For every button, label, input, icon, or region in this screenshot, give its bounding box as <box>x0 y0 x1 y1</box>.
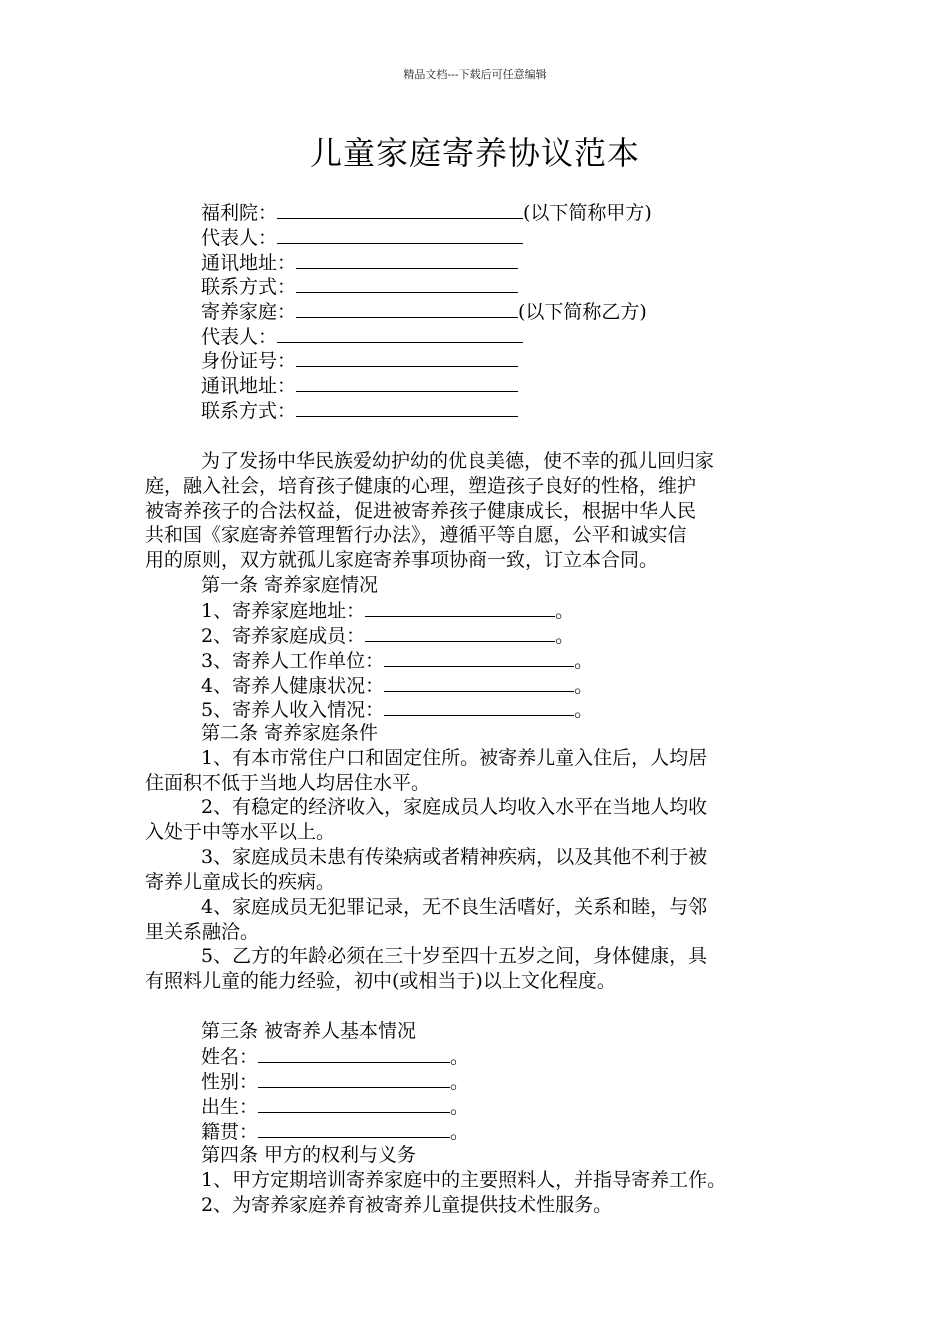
contact1-blank[interactable] <box>296 274 518 293</box>
item-label: 1、寄养家庭地址： <box>201 600 366 622</box>
article-2-line: 5、乙方的年龄必须在三十岁至四十五岁之间，身体健康，具 <box>201 945 708 967</box>
item-end: 。 <box>574 675 594 697</box>
addr1-line <box>201 250 518 275</box>
intro-line: 为了发扬中华民族爱幼护幼的优良美德，使不幸的孤儿回归家 <box>201 450 715 472</box>
article-3-item <box>201 1069 469 1094</box>
article-1-title: 第一条 寄养家庭情况 <box>201 574 379 596</box>
article-4-title: 第四条 甲方的权利与义务 <box>201 1144 417 1166</box>
item-blank[interactable] <box>365 623 555 642</box>
item-blank[interactable] <box>258 1094 450 1113</box>
item-blank[interactable] <box>384 648 574 667</box>
rep1-line <box>201 225 523 250</box>
article-4-line: 2、为寄养家庭养育被寄养儿童提供技术性服务。 <box>201 1194 613 1216</box>
addr2-line <box>201 373 518 398</box>
article-1-item <box>201 598 574 623</box>
item-end: 。 <box>555 600 575 622</box>
id-label: 身份证号： <box>201 350 297 372</box>
intro-line: 共和国《家庭寄养管理暂行办法》，遵循平等自愿，公平和诚实信 <box>145 524 687 546</box>
article-3-item <box>201 1094 469 1119</box>
family-blank[interactable] <box>296 299 518 318</box>
article-4-line: 1、甲方定期培训寄养家庭中的主要照料人，并指导寄养工作。 <box>201 1169 727 1191</box>
article-2-line: 有照料儿童的能力经验，初中(或相当于)以上文化程度。 <box>145 970 616 992</box>
welfare-suffix: (以下简称甲方) <box>523 202 652 224</box>
item-label: 姓名： <box>201 1046 259 1068</box>
id-line <box>201 348 518 373</box>
article-1-item <box>201 623 574 648</box>
item-end: 。 <box>574 650 594 672</box>
item-end: 。 <box>450 1121 470 1143</box>
item-blank[interactable] <box>365 598 555 617</box>
article-2-line: 里关系融洽。 <box>145 921 260 943</box>
item-blank[interactable] <box>384 697 574 716</box>
family-suffix: (以下简称乙方) <box>518 301 647 323</box>
rep2-label: 代表人： <box>201 326 278 348</box>
contact2-blank[interactable] <box>296 398 518 417</box>
contact1-label: 联系方式： <box>201 276 297 298</box>
addr1-blank[interactable] <box>296 250 518 269</box>
addr2-blank[interactable] <box>296 373 518 392</box>
item-blank[interactable] <box>258 1069 450 1088</box>
family-line <box>201 299 647 324</box>
intro-line: 庭，融入社会，培育孩子健康的心理，塑造孩子良好的性格，维护 <box>145 475 697 497</box>
article-2-title: 第二条 寄养家庭条件 <box>201 722 379 744</box>
welfare-label: 福利院： <box>201 202 278 224</box>
intro-line: 被寄养孩子的合法权益，促进被寄养孩子健康成长，根据中华人民 <box>145 500 697 522</box>
item-end: 。 <box>450 1046 470 1068</box>
article-2-line: 入处于中等水平以上。 <box>145 821 336 843</box>
item-blank[interactable] <box>384 673 574 692</box>
contact2-label: 联系方式： <box>201 400 297 422</box>
welfare-line <box>201 200 652 225</box>
item-blank[interactable] <box>258 1044 450 1063</box>
document-title: 儿童家庭寄养协议范本 <box>309 134 640 172</box>
article-2-line: 3、家庭成员未患有传染病或者精神疾病，以及其他不利于被 <box>201 846 708 868</box>
item-label: 性别： <box>201 1071 259 1093</box>
item-end: 。 <box>555 625 575 647</box>
article-1-item <box>201 673 593 698</box>
page-header: 精品文档---下载后可任意编辑 <box>403 68 547 81</box>
article-3-item <box>201 1119 469 1144</box>
article-2-line: 1、有本市常住户口和固定住所。被寄养儿童入住后，人均居 <box>201 747 708 769</box>
item-label: 5、寄养人收入情况： <box>201 699 385 721</box>
family-label: 寄养家庭： <box>201 301 297 323</box>
item-end: 。 <box>574 699 594 721</box>
rep2-line <box>201 324 523 349</box>
article-3-item <box>201 1044 469 1069</box>
item-label: 4、寄养人健康状况： <box>201 675 385 697</box>
article-1-item <box>201 697 593 722</box>
article-2-line: 寄养儿童成长的疾病。 <box>145 871 336 893</box>
item-end: 。 <box>450 1071 470 1093</box>
item-blank[interactable] <box>258 1119 450 1138</box>
welfare-blank[interactable] <box>277 200 523 219</box>
article-2-line: 4、家庭成员无犯罪记录，无不良生活嗜好，关系和睦，与邻 <box>201 896 708 918</box>
article-1-item <box>201 648 593 673</box>
rep1-label: 代表人： <box>201 227 278 249</box>
rep2-blank[interactable] <box>277 324 523 343</box>
article-2-line: 2、有稳定的经济收入，家庭成员人均收入水平在当地人均收 <box>201 796 708 818</box>
addr2-label: 通讯地址： <box>201 375 297 397</box>
addr1-label: 通讯地址： <box>201 252 297 274</box>
article-2-line: 住面积不低于当地人均居住水平。 <box>145 772 431 794</box>
item-label: 3、寄养人工作单位： <box>201 650 385 672</box>
rep1-blank[interactable] <box>277 225 523 244</box>
intro-line: 用的原则，双方就孤儿家庭寄养事项协商一致，订立本合同。 <box>145 549 659 571</box>
item-label: 2、寄养家庭成员： <box>201 625 366 647</box>
item-label: 出生： <box>201 1096 259 1118</box>
item-label: 籍贯： <box>201 1121 259 1143</box>
id-blank[interactable] <box>296 348 518 367</box>
item-end: 。 <box>450 1096 470 1118</box>
article-3-title: 第三条 被寄养人基本情况 <box>201 1020 417 1042</box>
contact2-line <box>201 398 518 423</box>
contact1-line <box>201 274 518 299</box>
